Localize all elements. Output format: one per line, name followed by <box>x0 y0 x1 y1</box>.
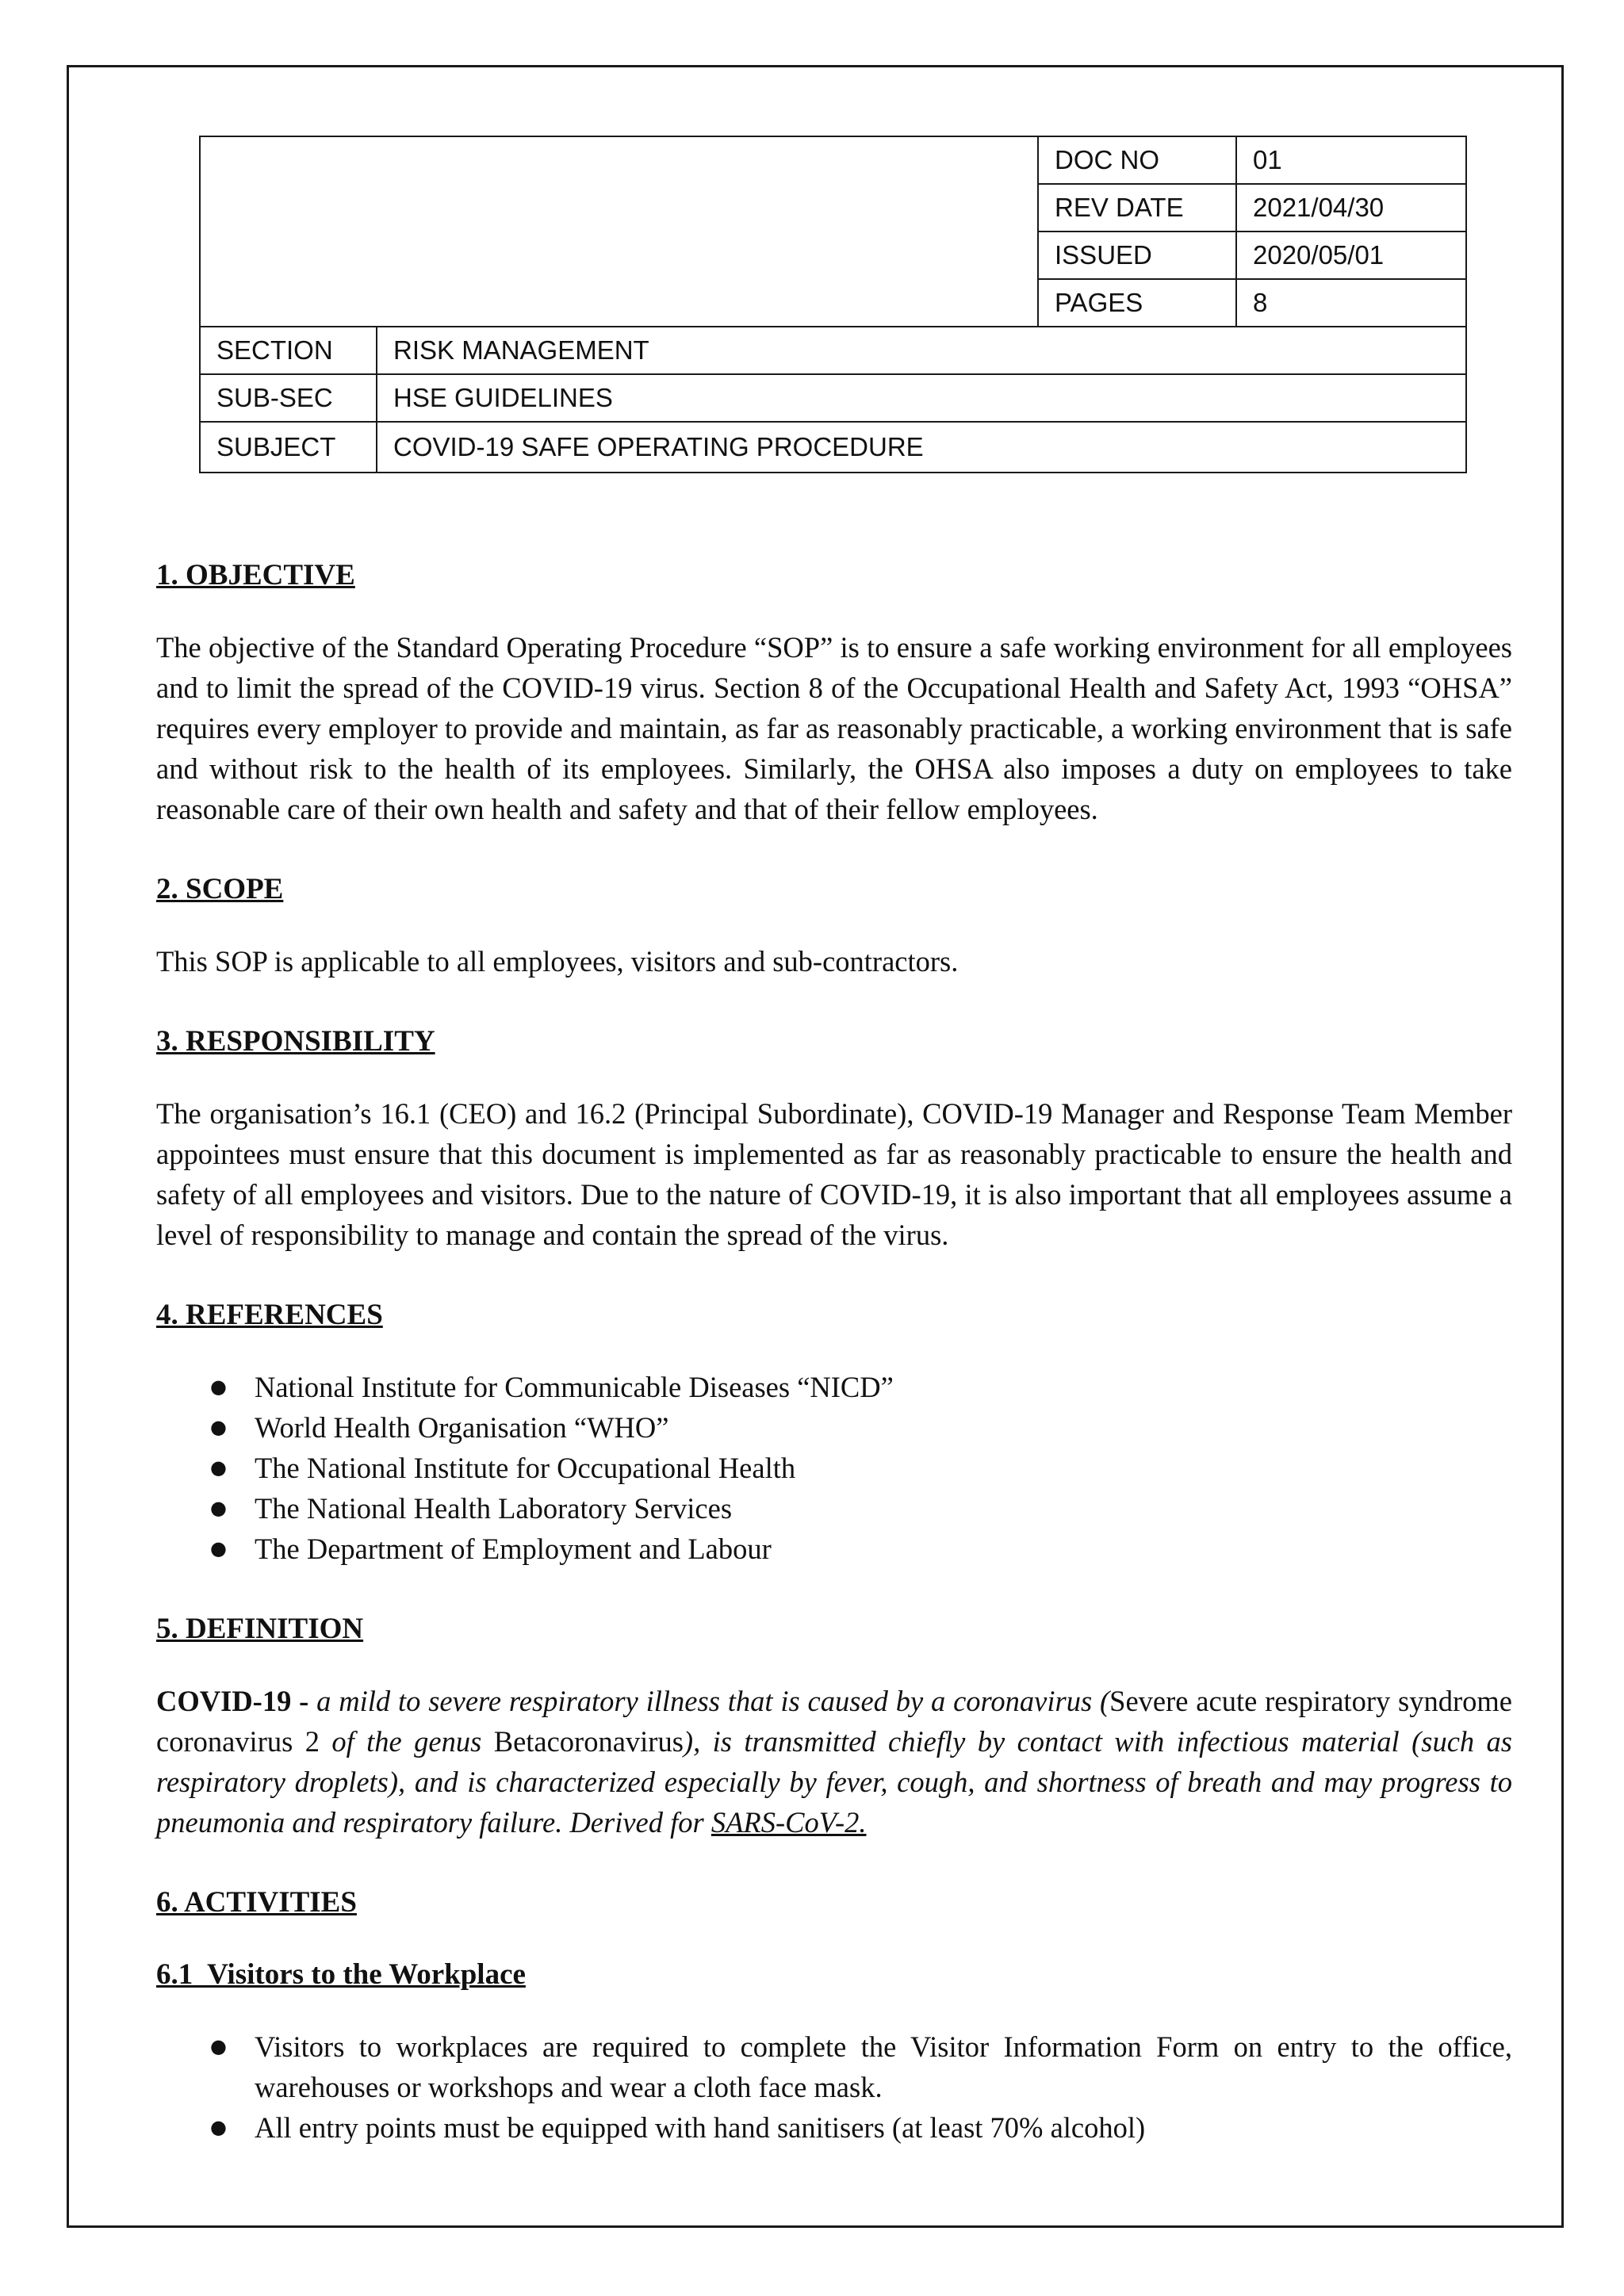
section-value: RISK MANAGEMENT <box>377 327 1466 374</box>
list-item: ● The National Health Laboratory Services <box>156 1488 1512 1529</box>
list-item: ● The National Institute for Occupational Health <box>156 1448 1512 1488</box>
responsibility-paragraph: The organisation’s 16.1 (CEO) and 16.2 (Principal Subordinate), COVID-19 Manager and Response Team Member appointees must ensure that this document is implemented as far as reasonably practicable to ensure the health and safety of all employees and visitors. Due to the nature of COVID-19, it is also important that all employees assume a level of responsibility to manage and contain the spread of the virus. <box>156 1097 1512 1251</box>
scope-heading: 2. SCOPE <box>156 873 284 905</box>
document-body <box>156 555 1512 2148</box>
definition-heading: 5. DEFINITION <box>156 1613 364 1645</box>
list-item: ● Visitors to workplaces are required to complete the Visitor Information Form on entry to the office, warehouses or workshops and wear a cloth face mask. <box>156 2026 1512 2107</box>
definition-term: COVID-19 - <box>156 1685 309 1717</box>
header-row-doc-no <box>200 136 1466 184</box>
header-row-subsec <box>200 374 1466 422</box>
bullet-icon: ● <box>210 1537 227 1559</box>
list-item: ● World Health Organisation “WHO” <box>156 1407 1512 1448</box>
activities-heading: 6. ACTIVITIES <box>156 1886 357 1919</box>
list-item: ● All entry points must be equipped with hand sanitisers (at least 70% alcohol) <box>156 2107 1512 2148</box>
bullet-icon: ● <box>210 1497 227 1519</box>
rev-date-label: REV DATE <box>1038 184 1236 232</box>
scope-paragraph: This SOP is applicable to all employees, visitors and sub-contractors. <box>156 945 959 978</box>
visitors-subheading: 6.1 Visitors to the Workplace <box>156 1958 526 1991</box>
bullet-icon: ● <box>210 1456 227 1479</box>
responsibility-heading: 3. RESPONSIBILITY <box>156 1025 435 1058</box>
section-label: SECTION <box>200 327 377 374</box>
bullet-icon: ● <box>210 2035 227 2057</box>
definition-paragraph: COVID-19 - a mild to severe respiratory illness that is caused by a coronavirus (Severe acute respiratory syndrome coronavirus 2 of the genus Betacoronavirus), is transmitted chiefly by contact with infectious material (such as respiratory droplets), and is characterized especially by fever, cough, and shortness of breath and may progress to pneumonia and respiratory failure. Derived for SARS-CoV-2. <box>156 1685 1513 1839</box>
objective-paragraph: The objective of the Standard Operating Procedure “SOP” is to ensure a safe working environment for all employees and to limit the spread of the COVID-19 virus. Section 8 of the Occupational Health and Safety Act, 1993 “OHSA” requires every employer to provide and maintain, as far as reasonably practicable, a working environment that is safe and without risk to the health of its employees. Similarly, the OHSA also imposes a duty on employees to take reasonable care of their own health and safety and that of their fellow employees. <box>156 631 1512 825</box>
pages-value: 8 <box>1236 279 1466 327</box>
list-item: ● The Department of Employment and Labour <box>156 1529 1512 1569</box>
list-item: ● National Institute for Communicable Diseases “NICD” <box>156 1367 1512 1407</box>
bullet-icon: ● <box>210 1416 227 1438</box>
subsec-label: SUB-SEC <box>200 374 377 422</box>
subject-label: SUBJECT <box>200 422 377 473</box>
objective-heading: 1. OBJECTIVE <box>156 559 355 591</box>
header-row-section <box>200 327 1466 374</box>
bullet-icon: ● <box>210 2116 227 2138</box>
doc-no-value: 01 <box>1236 136 1466 184</box>
visitors-list <box>156 2026 1512 2148</box>
document-header-table <box>199 136 1467 473</box>
bullet-icon: ● <box>210 1376 227 1398</box>
doc-no-label: DOC NO <box>1038 136 1236 184</box>
rev-date-value: 2021/04/30 <box>1236 184 1466 232</box>
issued-value: 2020/05/01 <box>1236 232 1466 279</box>
header-row-subject <box>200 422 1466 473</box>
references-list <box>156 1367 1512 1569</box>
header-blank-cell <box>200 136 1038 327</box>
issued-label: ISSUED <box>1038 232 1236 279</box>
subject-value: COVID-19 SAFE OPERATING PROCEDURE <box>377 422 1466 473</box>
sars-cov-2-link: SARS-CoV-2. <box>710 1806 867 1839</box>
subsec-value: HSE GUIDELINES <box>377 374 1466 422</box>
references-heading: 4. REFERENCES <box>156 1299 383 1331</box>
pages-label: PAGES <box>1038 279 1236 327</box>
